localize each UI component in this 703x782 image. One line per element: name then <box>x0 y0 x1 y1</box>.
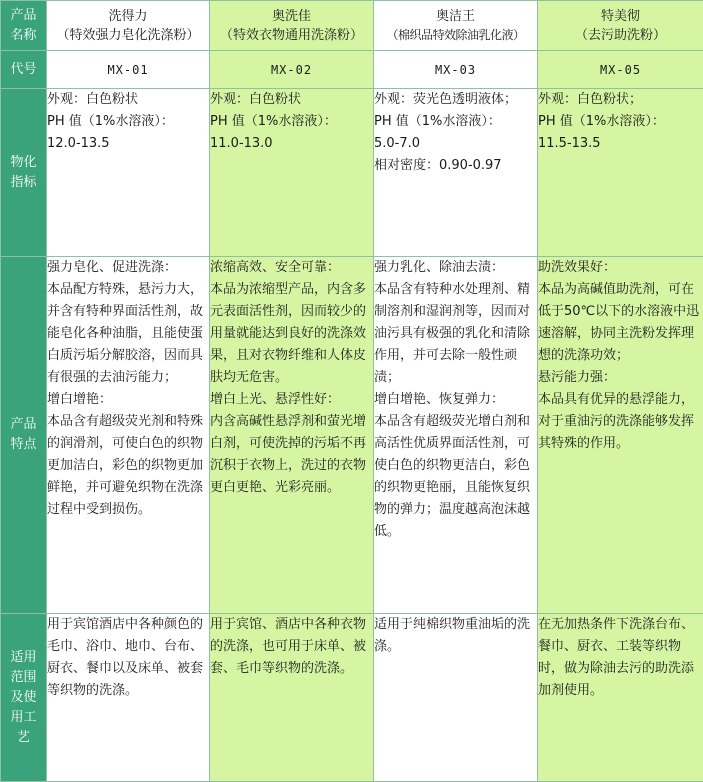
row-label-scope <box>1 614 47 782</box>
feature-paragraph: 浓缩高效、安全可靠： <box>210 257 373 279</box>
scope-cell <box>374 614 538 782</box>
product-code: MX-05 <box>538 51 703 89</box>
physchem-cell <box>374 89 538 257</box>
physchem-line: 11.0-13.0 <box>210 133 373 155</box>
features-cell <box>47 257 210 614</box>
scope-text: 在无加热条件下洗涤台布、餐巾、厨衣、工装等织物时，做为除油去污的助洗添加剂使用。 <box>538 614 703 702</box>
physchem-cell <box>47 89 210 257</box>
feature-paragraph: 悬污能力强： <box>538 367 703 389</box>
product-name: 特美彻 <box>538 7 703 26</box>
row-label-product-name <box>1 1 47 51</box>
row-label-text: 适用 范围 及使 用工 艺 <box>10 650 36 745</box>
row-label-physchem <box>1 89 47 257</box>
product-subtitle: （特效强力皂化洗涤粉） <box>47 26 209 45</box>
physchem-line: PH 值（1%水溶液）： <box>47 111 209 133</box>
scope-cell <box>210 614 374 782</box>
feature-paragraph: 增白上光、悬浮性好： <box>210 389 373 411</box>
feature-paragraph: 增白增艳： <box>47 389 209 411</box>
feature-paragraph: 本品含有特种水处理剂、精制溶剂和湿润剂等，因而对油污具有极强的乳化和清除作用，并可去除一般性顽渍； <box>374 279 537 389</box>
feature-paragraph: 本品具有优异的悬浮能力，对于重油污的洗涤能够发挥其特殊的作用。 <box>538 389 703 455</box>
physchem-line: 外观：荧光色透明液体； <box>374 89 537 111</box>
feature-paragraph: 本品为高碱值助洗剂，可在低于50℃以下的水溶液中迅速溶解，协同主洗粉发挥理想的洗涤功效； <box>538 279 703 367</box>
feature-paragraph: 助洗效果好： <box>538 257 703 279</box>
feature-paragraph: 本品含有超级荧光增白剂和高活性优质界面活性剂，可使白色的织物更洁白，彩色的织物更艳丽，且能恢复织物的弹力；温度越高泡沫越低。 <box>374 411 537 543</box>
feature-paragraph: 内含高碱性悬浮剂和萤光增白剂，可使洗掉的污垢不再沉积于衣物上，洗过的衣物更白更艳、光彩亮丽。 <box>210 411 373 499</box>
row-label-text: 代号 <box>10 62 36 77</box>
physchem-line: 外观：白色粉状 <box>210 89 373 111</box>
feature-paragraph: 强力皂化、促进洗涤： <box>47 257 209 279</box>
physchem-line: 5.0-7.0 <box>374 133 537 155</box>
row-label-features <box>1 257 47 614</box>
product-name-cell <box>538 1 703 51</box>
product-name: 奥洗佳 <box>210 7 373 26</box>
row-scope <box>1 614 703 782</box>
row-label-code <box>1 51 47 89</box>
row-label-text: 产品 特点 <box>10 417 36 452</box>
feature-paragraph: 强力乳化、除油去渍： <box>374 257 537 279</box>
product-code: MX-03 <box>374 51 538 89</box>
row-label-text: 物化 指标 <box>10 155 36 190</box>
feature-paragraph: 本品含有超级荧光剂和特殊的润滑剂，可使白色的织物更加洁白，彩色的织物更加鲜艳，并可避免织物在洗涤过程中受到损伤。 <box>47 411 209 521</box>
features-cell <box>374 257 538 614</box>
physchem-line: 12.0-13.5 <box>47 133 209 155</box>
product-name-cell <box>47 1 210 51</box>
feature-paragraph: 本品配方特殊，悬污力大，并含有特种界面活性剂，故能皂化各种油脂，且能使蛋白质污垢分解胶溶，因而具有很强的去油污能力； <box>47 279 209 389</box>
product-name-cell <box>210 1 374 51</box>
features-cell <box>210 257 374 614</box>
physchem-line: 11.5-13.5 <box>538 133 703 155</box>
product-name: 洗得力 <box>47 7 209 26</box>
physchem-cell <box>210 89 374 257</box>
physchem-line: 外观：白色粉状 <box>47 89 209 111</box>
row-physchem <box>1 89 703 257</box>
scope-text: 用于宾馆、酒店中各种衣物的洗涤，也可用于床单、被套、毛巾等织物的洗涤。 <box>210 614 373 680</box>
physchem-line: PH 值（1%水溶液）： <box>538 111 703 133</box>
physchem-line: 外观：白色粉状； <box>538 89 703 111</box>
scope-cell <box>47 614 210 782</box>
row-features <box>1 257 703 614</box>
feature-paragraph: 增白增艳、恢复弹力： <box>374 389 537 411</box>
product-code: MX-01 <box>47 51 210 89</box>
physchem-line: PH 值（1%水溶液）： <box>210 111 373 133</box>
product-subtitle: （去污助洗粉） <box>538 26 703 45</box>
scope-cell <box>538 614 703 782</box>
product-subtitle: （特效衣物通用洗涤粉） <box>210 26 373 45</box>
product-name-cell <box>374 1 538 51</box>
features-cell <box>538 257 703 614</box>
physchem-line: 相对密度：0.90-0.97 <box>374 155 537 177</box>
row-label-text: 产品 名称 <box>10 8 36 43</box>
row-code <box>1 51 703 89</box>
feature-paragraph: 本品为浓缩型产品，内含多元表面活性剂，因而较少的用量就能达到良好的洗涤效果，且对衣物纤维和人体皮肤均无危害。 <box>210 279 373 389</box>
row-product-name <box>1 1 703 51</box>
physchem-line: PH 值（1%水溶液）： <box>374 111 537 133</box>
product-subtitle: （棉织品特效除油乳化液） <box>374 26 537 45</box>
physchem-cell <box>538 89 703 257</box>
product-code: MX-02 <box>210 51 374 89</box>
scope-text: 用于宾馆酒店中各种颜色的毛巾、浴巾、地巾、台布、厨衣、餐巾以及床单、被套等织物的洗涤。 <box>47 614 209 702</box>
product-name: 奥洁王 <box>374 7 537 26</box>
scope-text: 适用于纯棉织物重油垢的洗涤。 <box>374 614 537 658</box>
